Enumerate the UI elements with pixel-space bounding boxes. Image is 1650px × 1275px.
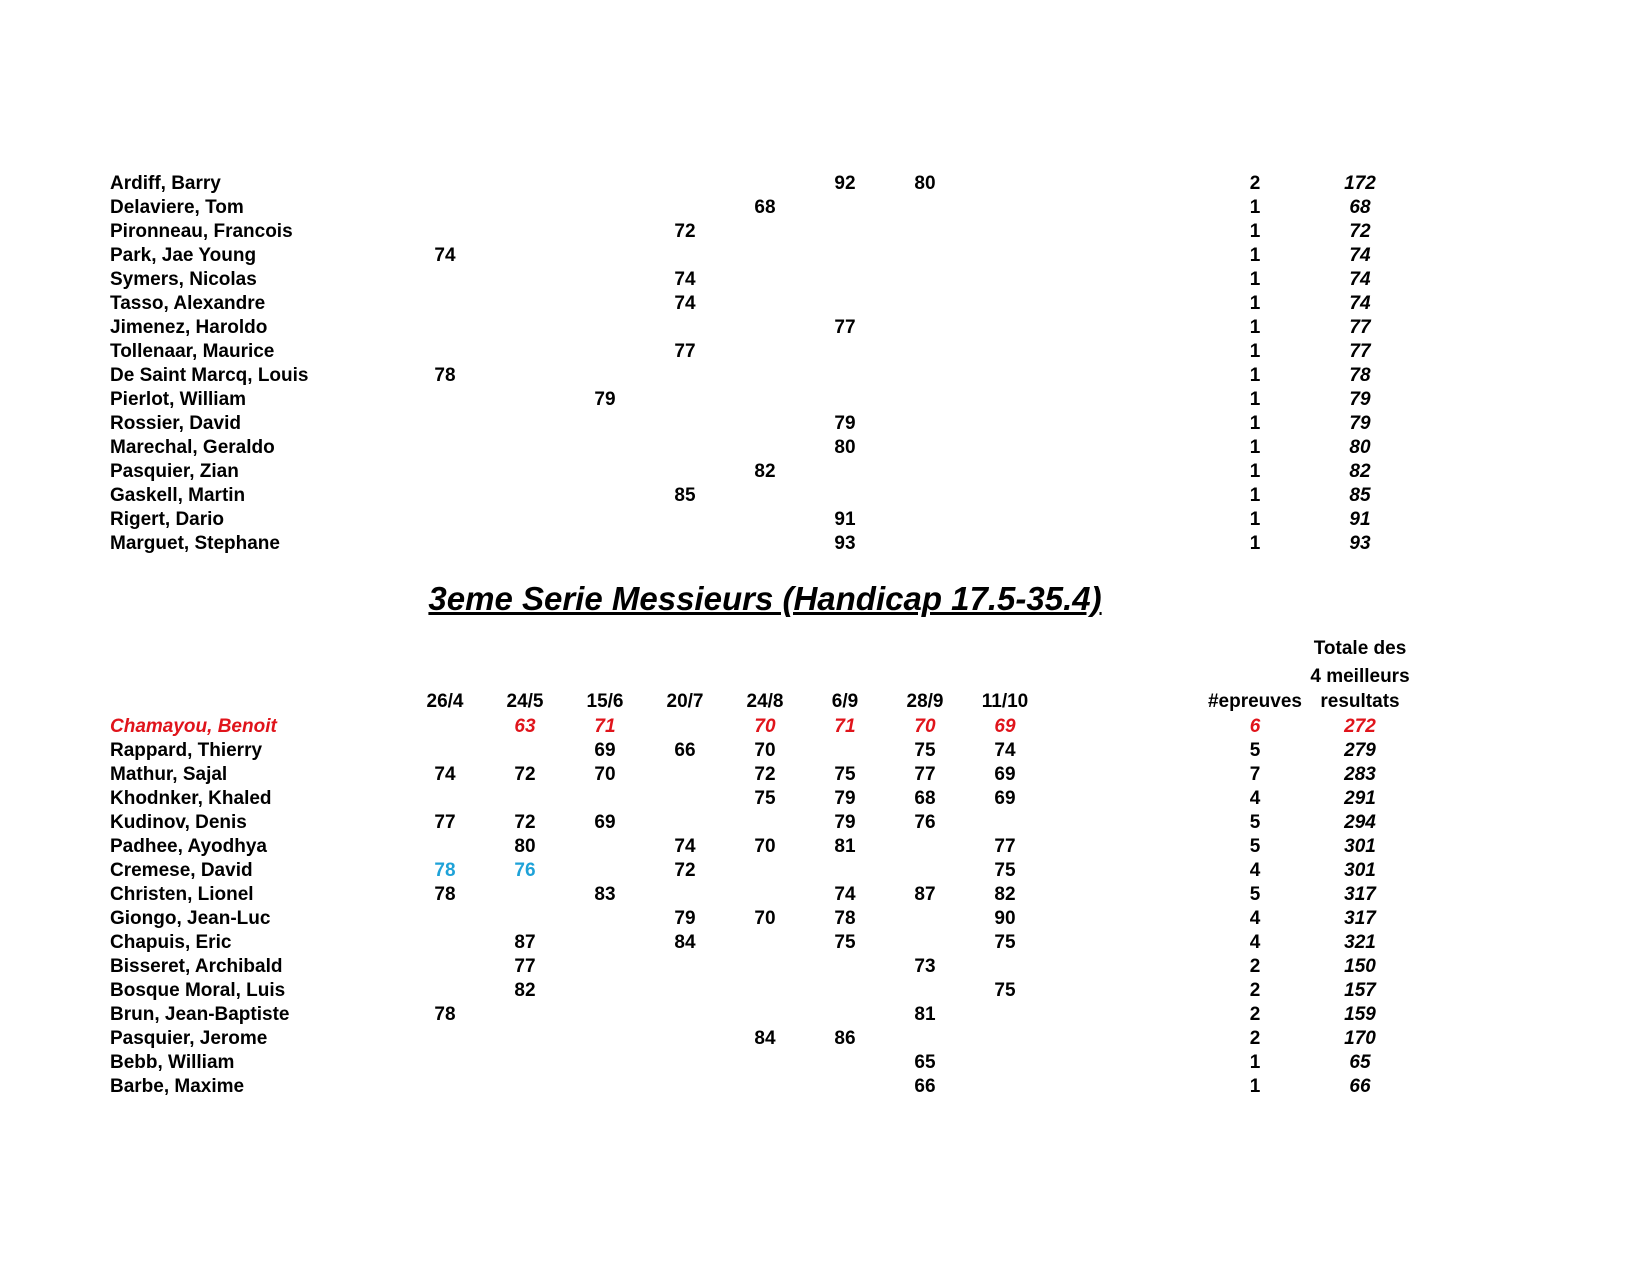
score-cell: 72	[674, 221, 696, 242]
score-cell: 69	[994, 716, 1016, 737]
table-row	[0, 436, 1650, 460]
total-score: 77	[1349, 317, 1371, 338]
epreuves-count: 2	[1249, 1028, 1261, 1049]
score-cell: 80	[834, 437, 856, 458]
score-cell: 75	[994, 860, 1016, 881]
table-row	[0, 859, 1650, 883]
score-cell: 65	[914, 1052, 936, 1073]
score-cell: 82	[514, 980, 536, 1001]
epreuves-count: 1	[1249, 317, 1261, 338]
table-row	[0, 835, 1650, 859]
table-row	[0, 811, 1650, 835]
score-cell: 77	[434, 812, 456, 833]
table-row	[0, 1051, 1650, 1075]
score-cell: 87	[914, 884, 936, 905]
score-cell: 90	[994, 908, 1016, 929]
epreuves-count: 1	[1249, 1076, 1261, 1097]
header-date: 20/7	[666, 691, 704, 712]
total-score: 283	[1344, 764, 1376, 785]
score-cell: 69	[594, 740, 616, 761]
score-cell: 63	[514, 716, 536, 737]
total-score: 79	[1349, 413, 1371, 434]
epreuves-count: 1	[1249, 269, 1261, 290]
total-score: 79	[1349, 389, 1371, 410]
score-cell: 80	[914, 173, 936, 194]
epreuves-count: 6	[1249, 716, 1261, 737]
epreuves-count: 1	[1249, 509, 1261, 530]
table-row	[0, 739, 1650, 763]
table-row	[0, 292, 1650, 316]
header-date: 24/5	[506, 691, 544, 712]
table-row	[0, 340, 1650, 364]
score-cell: 78	[434, 365, 456, 386]
epreuves-count: 1	[1249, 461, 1261, 482]
table-row	[0, 172, 1650, 196]
table-row	[0, 268, 1650, 292]
player-name: Chapuis, Eric	[110, 932, 232, 953]
epreuves-count: 2	[1249, 173, 1261, 194]
player-name: Symers, Nicolas	[110, 269, 257, 290]
score-cell: 74	[434, 245, 456, 266]
epreuves-count: 1	[1249, 293, 1261, 314]
table-row	[0, 1075, 1650, 1099]
total-score: 74	[1349, 269, 1371, 290]
table-row	[0, 364, 1650, 388]
player-name: Cremese, David	[110, 860, 253, 881]
epreuves-count: 5	[1249, 740, 1261, 761]
total-score: 150	[1344, 956, 1376, 977]
table-row	[0, 484, 1650, 508]
score-cell: 72	[514, 812, 536, 833]
player-name: Pasquier, Jerome	[110, 1028, 268, 1049]
epreuves-count: 1	[1249, 389, 1261, 410]
score-cell: 77	[834, 317, 856, 338]
score-cell: 81	[834, 836, 856, 857]
score-cell: 79	[834, 812, 856, 833]
player-name: Rossier, David	[110, 413, 241, 434]
player-name: Bisseret, Archibald	[110, 956, 283, 977]
score-cell: 79	[834, 413, 856, 434]
score-cell: 86	[834, 1028, 856, 1049]
score-cell: 83	[594, 884, 616, 905]
total-score: 321	[1344, 932, 1376, 953]
player-name: Christen, Lionel	[110, 884, 254, 905]
score-cell: 70	[754, 908, 776, 929]
player-name: Gaskell, Martin	[110, 485, 246, 506]
total-score: 65	[1349, 1052, 1371, 1073]
score-cell: 77	[514, 956, 536, 977]
player-name: Rigert, Dario	[110, 509, 225, 530]
player-name: Pironneau, Francois	[110, 221, 293, 242]
score-cell: 75	[994, 932, 1016, 953]
header-date: 26/4	[426, 691, 464, 712]
epreuves-count: 1	[1249, 1052, 1261, 1073]
total-score: 80	[1349, 437, 1371, 458]
total-score: 170	[1344, 1028, 1376, 1049]
table-row	[0, 244, 1650, 268]
score-cell: 77	[914, 764, 936, 785]
total-score: 172	[1344, 173, 1376, 194]
player-name: Tasso, Alexandre	[110, 293, 266, 314]
epreuves-count: 4	[1249, 788, 1261, 809]
player-name: De Saint Marcq, Louis	[110, 365, 309, 386]
score-cell: 87	[514, 932, 536, 953]
score-cell: 74	[994, 740, 1016, 761]
score-cell: 78	[434, 884, 456, 905]
total-score: 272	[1344, 716, 1376, 737]
player-name: Khodnker, Khaled	[110, 788, 272, 809]
epreuves-count: 1	[1249, 245, 1261, 266]
table-row	[0, 787, 1650, 811]
score-cell: 74	[674, 269, 696, 290]
score-cell: 76	[914, 812, 936, 833]
player-name: Brun, Jean-Baptiste	[110, 1004, 290, 1025]
total-score: 74	[1349, 293, 1371, 314]
header-total-line1: Totale des	[1313, 638, 1407, 659]
total-score: 317	[1344, 908, 1376, 929]
epreuves-count: 5	[1249, 812, 1261, 833]
player-name: Barbe, Maxime	[110, 1076, 245, 1097]
player-name: Delaviere, Tom	[110, 197, 244, 218]
total-score: 74	[1349, 245, 1371, 266]
score-cell: 74	[434, 764, 456, 785]
total-score: 78	[1349, 365, 1371, 386]
header-date: 24/8	[746, 691, 784, 712]
header-epreuves: #epreuves	[1207, 691, 1302, 712]
table-row	[0, 388, 1650, 412]
epreuves-count: 7	[1249, 764, 1261, 785]
score-cell: 75	[834, 764, 856, 785]
score-cell: 81	[914, 1004, 936, 1025]
total-score: 291	[1344, 788, 1376, 809]
score-cell: 93	[834, 533, 856, 554]
total-score: 159	[1344, 1004, 1376, 1025]
epreuves-count: 1	[1249, 485, 1261, 506]
epreuves-count: 2	[1249, 956, 1261, 977]
score-cell: 80	[514, 836, 536, 857]
total-score: 157	[1344, 980, 1376, 1001]
score-cell: 82	[994, 884, 1016, 905]
epreuves-count: 2	[1249, 1004, 1261, 1025]
player-name: Bebb, William	[110, 1052, 235, 1073]
score-cell: 76	[514, 860, 536, 881]
table-row	[0, 220, 1650, 244]
score-cell: 74	[834, 884, 856, 905]
epreuves-count: 5	[1249, 884, 1261, 905]
player-name: Marechal, Geraldo	[110, 437, 275, 458]
score-cell: 71	[594, 716, 616, 737]
header-total-line3: resultats	[1320, 691, 1400, 712]
score-cell: 68	[754, 197, 776, 218]
score-cell: 73	[914, 956, 936, 977]
epreuves-count: 5	[1249, 836, 1261, 857]
epreuves-count: 1	[1249, 341, 1261, 362]
total-score: 317	[1344, 884, 1376, 905]
score-cell: 85	[674, 485, 696, 506]
table-row	[0, 1027, 1650, 1051]
player-name: Ardiff, Barry	[110, 173, 221, 194]
table-row	[0, 715, 1650, 739]
score-cell: 69	[994, 788, 1016, 809]
player-name: Giongo, Jean-Luc	[110, 908, 271, 929]
total-score: 82	[1349, 461, 1371, 482]
player-name: Rappard, Thierry	[110, 740, 263, 761]
table-row	[0, 955, 1650, 979]
total-score: 91	[1349, 509, 1371, 530]
player-name: Jimenez, Haroldo	[110, 317, 268, 338]
epreuves-count: 2	[1249, 980, 1261, 1001]
player-name: Kudinov, Denis	[110, 812, 247, 833]
total-score: 66	[1349, 1076, 1371, 1097]
epreuves-count: 4	[1249, 932, 1261, 953]
total-score: 294	[1344, 812, 1376, 833]
player-name: Pierlot, William	[110, 389, 247, 410]
table-row	[0, 763, 1650, 787]
score-cell: 82	[754, 461, 776, 482]
score-cell: 78	[834, 908, 856, 929]
epreuves-count: 1	[1249, 365, 1261, 386]
score-cell: 75	[914, 740, 936, 761]
score-cell: 74	[674, 836, 696, 857]
section-title: 3eme Serie Messieurs (Handicap 17.5-35.4)	[428, 580, 1102, 617]
player-name: Bosque Moral, Luis	[110, 980, 286, 1001]
score-cell: 69	[594, 812, 616, 833]
score-cell: 77	[994, 836, 1016, 857]
table-row	[0, 883, 1650, 907]
table-row	[0, 907, 1650, 931]
player-name: Padhee, Ayodhya	[110, 836, 267, 857]
score-cell: 66	[674, 740, 696, 761]
total-score: 85	[1349, 485, 1371, 506]
header-date: 6/9	[831, 691, 859, 712]
header-date: 28/9	[906, 691, 944, 712]
total-score: 301	[1344, 836, 1376, 857]
score-cell: 72	[754, 764, 776, 785]
score-cell: 78	[434, 1004, 456, 1025]
total-score: 93	[1349, 533, 1371, 554]
score-cell: 66	[914, 1076, 936, 1097]
table-row	[0, 979, 1650, 1003]
player-name: Chamayou, Benoit	[110, 716, 277, 737]
total-score: 72	[1349, 221, 1371, 242]
player-name: Park, Jae Young	[110, 245, 257, 266]
score-cell: 75	[834, 932, 856, 953]
score-cell: 84	[674, 932, 696, 953]
header-date: 11/10	[981, 691, 1029, 712]
score-cell: 77	[674, 341, 696, 362]
score-cell: 79	[674, 908, 696, 929]
score-cell: 70	[754, 716, 776, 737]
epreuves-count: 1	[1249, 221, 1261, 242]
table-row	[0, 196, 1650, 220]
table-row	[0, 412, 1650, 436]
total-score: 68	[1349, 197, 1371, 218]
score-cell: 74	[674, 293, 696, 314]
epreuves-count: 4	[1249, 860, 1261, 881]
epreuves-count: 1	[1249, 197, 1261, 218]
score-cell: 69	[994, 764, 1016, 785]
score-cell: 92	[834, 173, 856, 194]
player-name: Pasquier, Zian	[110, 461, 239, 482]
score-cell: 72	[674, 860, 696, 881]
epreuves-count: 4	[1249, 908, 1261, 929]
header-total-line2: 4 meilleurs	[1310, 666, 1410, 687]
score-cell: 84	[754, 1028, 776, 1049]
score-cell: 91	[834, 509, 856, 530]
player-name: Tollenaar, Maurice	[110, 341, 275, 362]
header-date: 15/6	[586, 691, 624, 712]
table-row	[0, 532, 1650, 556]
score-cell: 75	[754, 788, 776, 809]
score-cell: 70	[754, 740, 776, 761]
score-cell: 70	[754, 836, 776, 857]
score-cell: 71	[834, 716, 856, 737]
epreuves-count: 1	[1249, 437, 1261, 458]
score-cell: 72	[514, 764, 536, 785]
score-cell: 70	[594, 764, 616, 785]
score-cell: 75	[994, 980, 1016, 1001]
table-row	[0, 1003, 1650, 1027]
total-score: 301	[1344, 860, 1376, 881]
total-score: 279	[1344, 740, 1376, 761]
table-row	[0, 316, 1650, 340]
epreuves-count: 1	[1249, 533, 1261, 554]
score-cell: 79	[834, 788, 856, 809]
total-score: 77	[1349, 341, 1371, 362]
player-name: Marguet, Stephane	[110, 533, 280, 554]
table-row	[0, 460, 1650, 484]
score-cell: 79	[594, 389, 616, 410]
epreuves-count: 1	[1249, 413, 1261, 434]
score-cell: 78	[434, 860, 456, 881]
table-row	[0, 931, 1650, 955]
player-name: Mathur, Sajal	[110, 764, 228, 785]
score-cell: 70	[914, 716, 936, 737]
table-row	[0, 508, 1650, 532]
score-cell: 68	[914, 788, 936, 809]
